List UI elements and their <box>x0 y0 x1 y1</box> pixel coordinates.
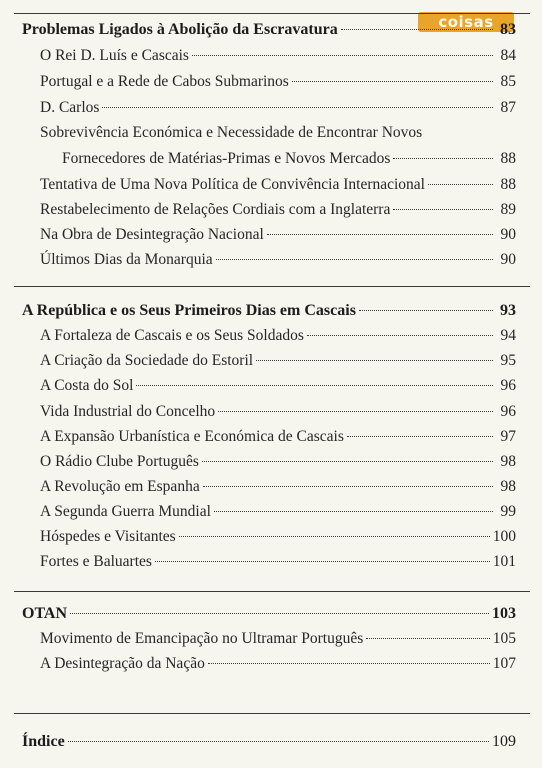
toc-entry <box>40 503 516 521</box>
toc-entry <box>40 403 516 421</box>
toc-page-number: 90 <box>500 226 516 243</box>
toc-entry-title: A Revolução em Espanha <box>40 478 200 495</box>
toc-entry-title-line1: Sobrevivência Económica e Necessidade de Encontrar Novos <box>40 124 423 141</box>
toc-page-number: 90 <box>500 251 516 268</box>
toc-page-number: 101 <box>492 553 516 570</box>
dot-leader <box>155 561 490 562</box>
toc-section-heading <box>22 733 516 751</box>
toc-entry <box>40 201 516 219</box>
dot-leader <box>70 613 489 614</box>
toc-entry <box>40 99 516 117</box>
toc-entry <box>40 453 516 471</box>
toc-entry <box>62 150 516 168</box>
toc-page-number: 93 <box>500 302 516 319</box>
toc-entry <box>40 226 516 244</box>
toc-entry <box>40 47 516 65</box>
toc-page-number: 96 <box>500 403 516 420</box>
toc-page-number: 88 <box>500 176 516 193</box>
toc-entry <box>40 478 516 496</box>
dot-leader <box>256 360 493 361</box>
toc-entry-title: Movimento de Emancipação no Ultramar Português <box>40 630 364 647</box>
dot-leader <box>267 234 493 235</box>
toc-entry-title: A Expansão Urbanística e Económica de Cascais <box>40 428 344 445</box>
toc-page-number: 89 <box>500 201 516 218</box>
dot-leader <box>136 385 493 386</box>
toc-page-number: 107 <box>492 655 516 672</box>
dot-leader <box>214 511 493 512</box>
toc-page-number: 97 <box>500 428 516 445</box>
toc-entry-title: Na Obra de Desintegração Nacional <box>40 226 264 243</box>
toc-entry-title: O Rei D. Luís e Cascais <box>40 47 189 64</box>
toc-entry-title: O Rádio Clube Português <box>40 453 199 470</box>
dot-leader <box>307 335 493 336</box>
toc-heading-title: Problemas Ligados à Abolição da Escravatura <box>22 21 338 38</box>
toc-entry-title: Fortes e Baluartes <box>40 553 152 570</box>
toc-entry <box>40 176 516 194</box>
toc-entry-title: A Costa do Sol <box>40 377 134 394</box>
toc-entry <box>40 428 516 446</box>
toc-entry <box>40 327 516 345</box>
toc-page-number: 96 <box>500 377 516 394</box>
toc-entry-title: Portugal e a Rede de Cabos Submarinos <box>40 73 289 90</box>
dot-leader <box>366 638 489 639</box>
toc-entry-title: Restabelecimento de Relações Cordiais com a Inglaterra <box>40 201 391 218</box>
toc-section-heading <box>22 21 516 39</box>
toc-entry <box>40 553 516 571</box>
toc-page-number: 109 <box>492 733 516 750</box>
toc-entry <box>40 352 516 370</box>
toc-page-number: 98 <box>500 478 516 495</box>
toc-entry <box>40 630 516 648</box>
section-divider <box>14 13 530 14</box>
toc-section-heading <box>22 605 516 623</box>
dot-leader <box>393 209 493 210</box>
section-divider <box>14 713 530 714</box>
dot-leader <box>428 184 493 185</box>
toc-section-heading <box>22 302 516 320</box>
toc-entry-title: Hóspedes e Visitantes <box>40 528 176 545</box>
toc-entry-title: A Fortaleza de Cascais e os Seus Soldados <box>40 327 304 344</box>
dot-leader <box>347 436 493 437</box>
dot-leader <box>341 29 493 30</box>
toc-entry-title: A Segunda Guerra Mundial <box>40 503 211 520</box>
dot-leader <box>208 663 490 664</box>
section-divider <box>14 286 530 287</box>
toc-entry-title: D. Carlos <box>40 99 100 116</box>
toc-page-number: 83 <box>500 21 516 38</box>
toc-entry-title: A Desintegração da Nação <box>40 655 205 672</box>
dot-leader <box>68 741 489 742</box>
section-divider <box>14 591 530 592</box>
toc-page-number: 100 <box>492 528 516 545</box>
dot-leader <box>102 107 493 108</box>
toc-heading-title: A República e os Seus Primeiros Dias em Cascais <box>22 302 356 319</box>
toc-entry-title: Últimos Dias da Monarquia <box>40 251 213 268</box>
dot-leader <box>216 259 493 260</box>
dot-leader <box>179 536 490 537</box>
dot-leader <box>192 55 493 56</box>
toc-page-number: 95 <box>500 352 516 369</box>
dot-leader <box>218 411 493 412</box>
dot-leader <box>393 158 493 159</box>
toc-entry <box>40 73 516 91</box>
toc-entry-title: Vida Industrial do Concelho <box>40 403 216 420</box>
toc-page-number: 103 <box>492 605 516 622</box>
dot-leader <box>359 310 493 311</box>
toc-entry-title: Fornecedores de Matérias-Primas e Novos Mercados <box>62 150 391 167</box>
toc-entry <box>40 655 516 673</box>
dot-leader <box>203 486 493 487</box>
watermark-logo: coisas <box>418 12 514 32</box>
toc-entry <box>40 251 516 269</box>
toc-page-number: 99 <box>500 503 516 520</box>
dot-leader <box>202 461 493 462</box>
toc-page-number: 98 <box>500 453 516 470</box>
toc-page-number: 105 <box>492 630 516 647</box>
dot-leader <box>292 81 493 82</box>
toc-page-number: 88 <box>500 150 516 167</box>
toc-page-number: 85 <box>500 73 516 90</box>
toc-heading-title: Índice <box>22 733 65 750</box>
toc-page-number: 84 <box>500 47 516 64</box>
toc-page-number: 87 <box>500 99 516 116</box>
toc-entry <box>40 377 516 395</box>
toc-entry <box>40 528 516 546</box>
toc-heading-title: OTAN <box>22 605 68 622</box>
toc-page-number: 94 <box>500 327 516 344</box>
toc-entry-title: Tentativa de Uma Nova Política de Convivência Internacional <box>40 176 425 193</box>
toc-entry-title: A Criação da Sociedade do Estoril <box>40 352 254 369</box>
